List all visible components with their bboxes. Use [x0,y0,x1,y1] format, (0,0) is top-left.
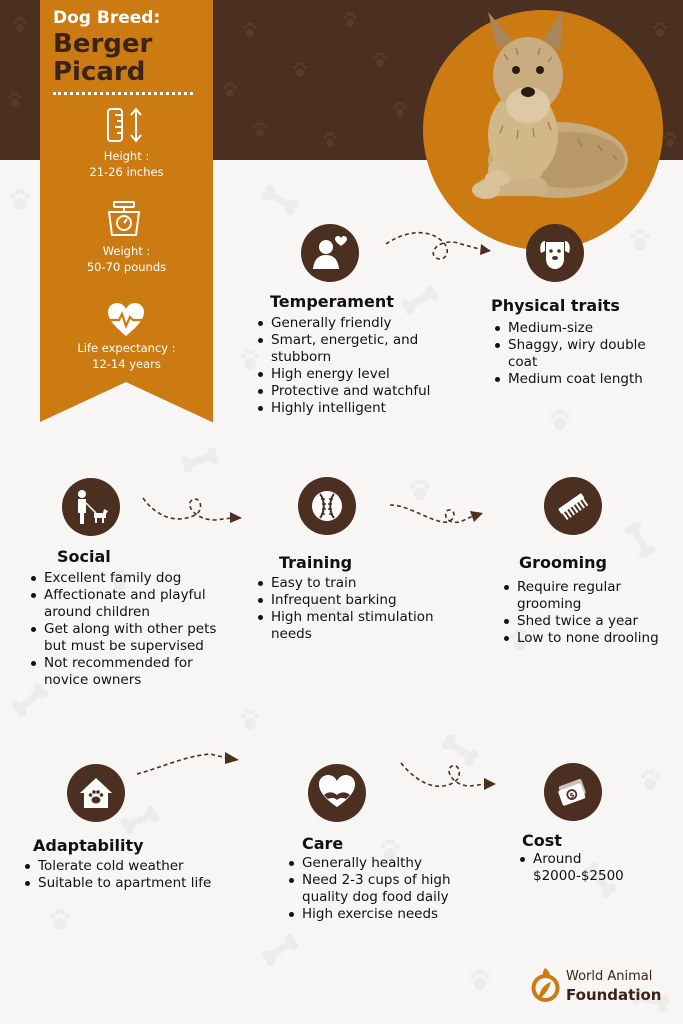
life-stat [40,340,213,372]
hands-heart-icon [308,764,366,822]
logo-text-line1: World Animal [566,969,653,984]
cost-list [517,851,667,885]
svg-text:$: $ [568,790,576,801]
care-list [286,855,486,923]
list-item: Excellent family dog [28,570,233,587]
dashed-arrow [398,758,498,798]
social-title: Social [57,547,111,566]
list-item: Suitable to apartment life [22,875,217,892]
dashed-arrow [383,222,493,272]
weight-value: 50-70 pounds [86,260,167,274]
divider [53,92,193,95]
adaptability-title: Adaptability [33,836,144,855]
comb-icon [544,477,602,535]
list-item: Easy to train [255,575,460,592]
heart-pulse-icon [106,302,146,338]
weight-stat [40,243,213,275]
cost-title: Cost [522,831,562,850]
list-item: Infrequent barking [255,592,460,609]
training-title: Training [279,553,353,572]
dashed-arrow [388,500,488,535]
list-item: High exercise needs [286,906,486,923]
list-item: High energy level [255,366,460,383]
dog-face-icon [526,224,584,282]
list-item: Tolerate cold weather [22,858,217,875]
temperament-title: Temperament [270,292,394,311]
list-item: Medium-size [492,320,672,337]
life-label: Life expectancy : [77,341,176,355]
list-item: Affectionate and playful around children [28,587,233,621]
height-label: Height : [103,149,150,163]
list-item: Low to none drooling [501,630,681,647]
physical-list [492,320,672,388]
scale-icon [104,200,144,238]
list-item: Around $2000-$2500 [517,851,667,885]
list-item: Generally healthy [286,855,486,872]
list-item: Generally friendly [255,315,460,332]
list-item: Shed twice a year [501,613,681,630]
list-item: Smart, energetic, and stubborn [255,332,460,366]
ribbon-notch [40,382,212,422]
list-item: Not recommended for novice owners [28,655,233,689]
care-title: Care [302,834,344,853]
social-list [28,570,233,689]
list-item: Shaggy, wiry double coat [492,337,672,371]
breed-name: Berger Picard [53,29,153,87]
money-icon [544,763,602,821]
dashed-arrow [140,490,245,535]
person-heart-icon [301,224,359,282]
training-list [255,575,460,643]
logo-text-line2: Foundation [566,986,662,1004]
grooming-list [501,579,681,647]
life-value: 12-14 years [92,357,161,371]
ball-icon [298,477,356,535]
dog-walking-icon [62,478,120,536]
world-animal-foundation-logo [529,966,562,1004]
weight-label: Weight : [102,244,151,258]
house-paw-icon [67,764,125,822]
list-item: Medium coat length [492,371,672,388]
dog-illustration [458,10,638,210]
physical-title: Physical traits [491,296,620,315]
list-item: Get along with other pets but must be supervised [28,621,233,655]
breed-label: Dog Breed: [53,8,161,28]
adaptability-list [22,858,217,892]
list-item: High mental stimulation needs [255,609,460,643]
list-item: Need 2-3 cups of high quality dog food daily [286,872,486,906]
height-value: 21-26 inches [89,165,164,179]
list-item: Require regular grooming [501,579,681,613]
list-item: Protective and watchful [255,383,460,400]
ruler-icon [105,106,147,144]
dashed-arrow [135,746,245,781]
height-stat [40,148,213,180]
temperament-list [255,315,460,417]
list-item: Highly intelligent [255,400,460,417]
grooming-title: Grooming [519,553,608,572]
